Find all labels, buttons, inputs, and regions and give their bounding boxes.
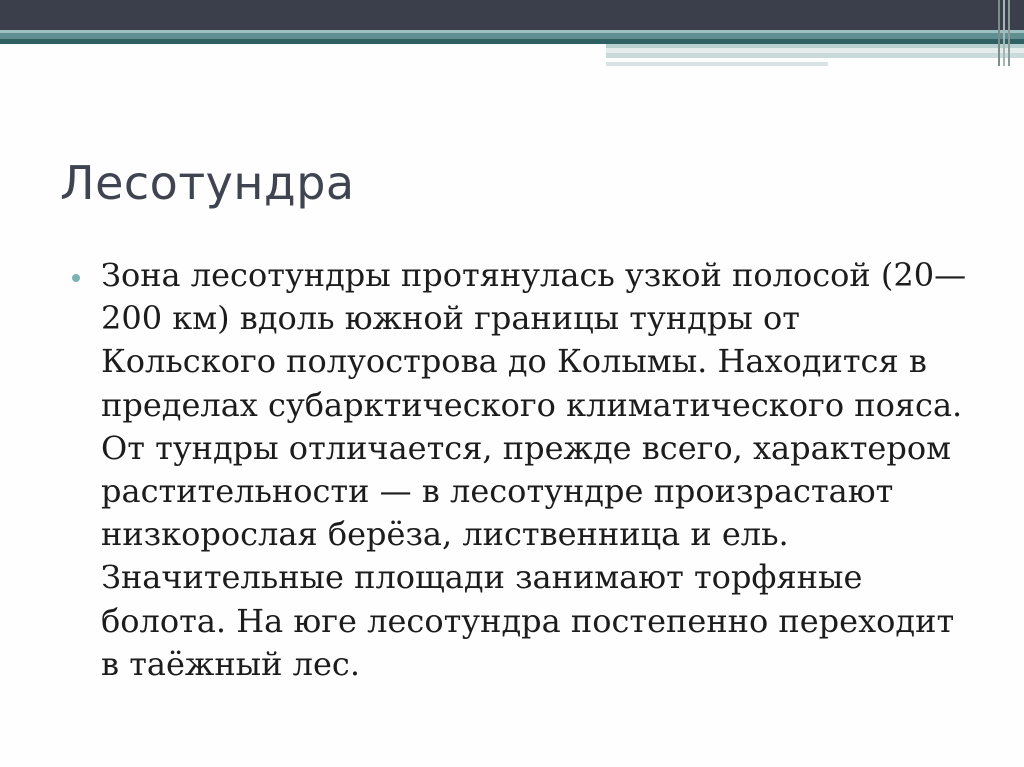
header-accent-line	[606, 62, 828, 66]
bullet-dot-icon	[72, 274, 80, 282]
header-band	[0, 0, 1024, 30]
bullet-text: Зона лесотундры протянулась узкой полосой (20—200 км) вдоль южной границы тундры от Кольского полуострова до Колымы. Находится в пределах субарктического климатического пояса. От тундры отличается, прежде всего, характером растительности — в лесотундре произрастают низкорослая берёза, лиственница и ель. Значительные площади занимают торфяные болота. На юге лесотундра постепенно переходит в таёжный лес.	[101, 256, 967, 683]
header-edge-lines	[998, 0, 1012, 66]
header-accent	[606, 44, 1024, 58]
slide-title: Лесотундра	[60, 156, 355, 210]
edge-line	[1003, 0, 1005, 66]
edge-line	[1008, 0, 1010, 66]
header-stripe	[0, 30, 1024, 44]
bullet-item	[72, 254, 982, 686]
content-placeholder	[72, 254, 982, 686]
edge-line	[998, 0, 1000, 66]
